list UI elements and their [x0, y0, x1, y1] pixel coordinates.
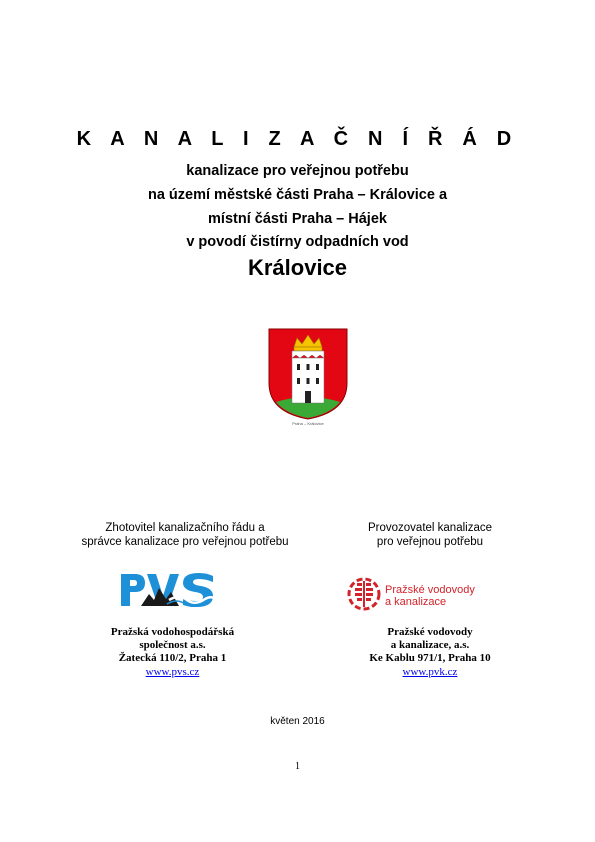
coat-of-arms-caption: Praha – Královice [292, 421, 324, 426]
pvk-logo-text [385, 584, 475, 608]
left-company-info [60, 626, 285, 665]
pvk-logo-line-2: a kanalizace [385, 596, 447, 608]
subtitle-line-1: kanalizace pro veřejnou potřebu [186, 163, 409, 179]
place-name: Královice [247, 255, 348, 280]
pvk-logo-line-1: Pražské vodovody [385, 584, 475, 596]
document-title: K A N A L I Z A Č N Í Ř Á D [76, 128, 519, 150]
left-company-line-2: společnost a.s. [139, 639, 206, 651]
left-heading-line-1: Zhotovitel kanalizačního řádu a [105, 522, 265, 534]
pvk-emblem-icon [347, 576, 381, 612]
left-heading-line-2: správce kanalizace pro veřejnou potřebu [81, 536, 289, 548]
pvk-logo [347, 576, 492, 612]
document-date: květen 2016 [270, 716, 325, 727]
right-company-info [330, 626, 530, 665]
left-column-heading [60, 521, 310, 549]
subtitle-line-3: místní části Praha – Hájek [208, 211, 387, 227]
subtitle-line-4: v povodí čistírny odpadních vod [186, 234, 409, 250]
pvs-website-link[interactable]: www.pvs.cz [145, 666, 200, 678]
subtitle-line-2: na území městské části Praha – Královice a [147, 187, 448, 203]
right-company-line-1: Pražské vodovody [387, 626, 473, 638]
pvk-website-link[interactable]: www.pvk.cz [402, 666, 458, 678]
pvs-logo-icon [119, 570, 215, 608]
right-company-line-3: Ke Kablu 971/1, Praha 10 [369, 652, 491, 664]
left-company-line-1: Pražská vodohospodářská [110, 626, 235, 638]
left-company-line-3: Žatecká 110/2, Praha 1 [118, 652, 227, 664]
right-company-line-2: a kanalizace, a.s. [390, 639, 470, 651]
right-heading-line-1: Provozovatel kanalizace [367, 522, 492, 534]
coat-of-arms-icon [268, 328, 348, 420]
right-heading-line-2: pro veřejnou potřebu [376, 536, 484, 548]
page-number: 1 [295, 761, 300, 772]
right-column-heading [330, 521, 530, 549]
